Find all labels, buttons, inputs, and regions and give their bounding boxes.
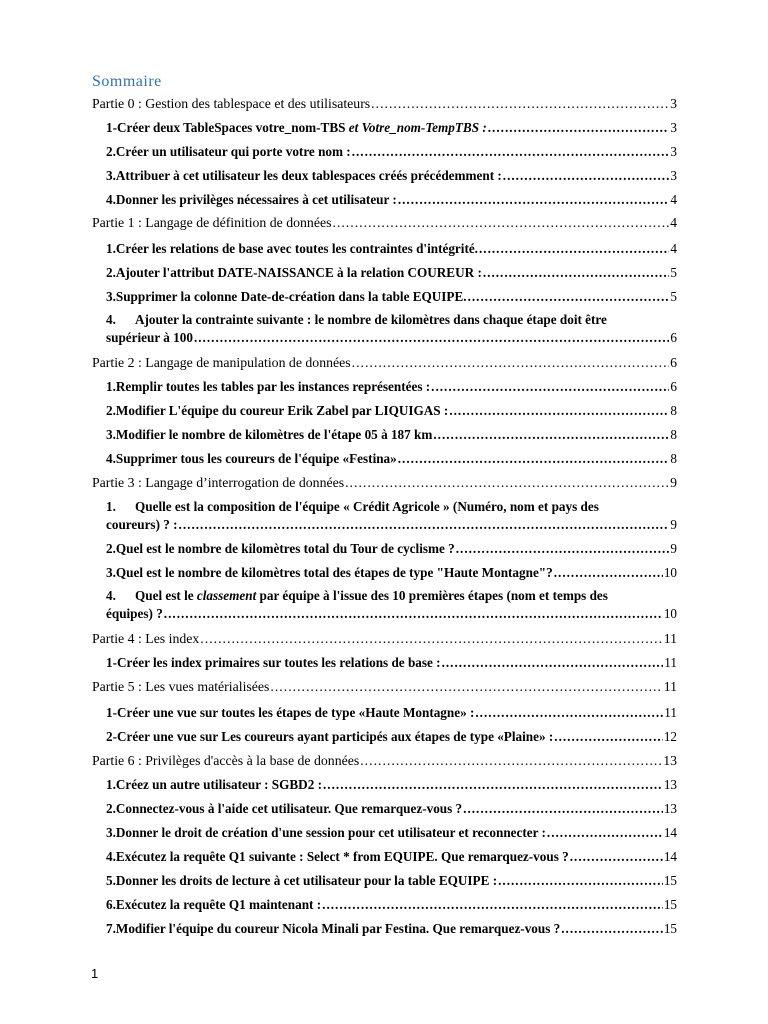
toc-title: Sommaire	[92, 73, 162, 90]
toc-part-2[interactable]: Partie 2 : Langage de manipulation de données ..... 6	[92, 355, 677, 371]
toc-item[interactable]: 2. Quel est le nombre de kilomètres total du Tour de cyclisme ? ..... 9	[106, 541, 677, 557]
toc-item[interactable]: 4. Exécutez la requête Q1 suivante : Select * from EQUIPE. Que remarquez-vous ? ..... 14	[106, 849, 677, 865]
toc-item[interactable]: 3. Attribuer à cet utilisateur les deux tablespaces créés précédemment : ..... 3	[106, 168, 677, 184]
toc-item-wrapped[interactable]: 4. Ajouter la contrainte suivante : le nombre de kilomètres dans chaque étape doit être supérieur à 100 ..... 6	[106, 311, 677, 347]
toc-item[interactable]: 1. Remplir toutes les tables par les instances représentées : ..... 6	[106, 379, 677, 395]
toc-part-3[interactable]: Partie 3 : Langage d’interrogation de données ..... 9	[92, 475, 677, 491]
toc-item[interactable]: 4. Donner les privilèges nécessaires à cet utilisateur : ..... 4	[106, 192, 677, 208]
toc-item[interactable]: 3. Modifier le nombre de kilomètres de l'étape 05 à 187 km ..... 8	[106, 427, 677, 443]
toc-item[interactable]: 4. Supprimer tous les coureurs de l'équipe «Festina» ..... 8	[106, 451, 677, 467]
toc-item[interactable]: 2. Connectez-vous à l'aide cet utilisateur. Que remarquez-vous ? ..... 13	[106, 801, 677, 817]
toc-item-wrapped[interactable]: 4. Quel est le classement par équipe à l'issue des 10 premières étapes (nom et temps des équipes) ? ..... 10	[106, 587, 677, 623]
toc-part-1[interactable]: Partie 1 : Langage de définition de données ..... 4	[92, 215, 677, 231]
toc-item[interactable]: 1. Créer les relations de base avec toutes les contraintes d'intégrité. ..... 4	[106, 241, 677, 257]
toc-item[interactable]: 3. Donner le droit de création d'une session pour cet utilisateur et reconnecter : ..... 14	[106, 825, 677, 841]
toc-item[interactable]: 2. Ajouter l'attribut DATE-NAISSANCE à la relation COUREUR : ..... 5	[106, 265, 677, 281]
toc-item[interactable]: 1. Créez un autre utilisateur : SGBD2 : ..... 13	[106, 777, 677, 793]
toc-item[interactable]: 6. Exécutez la requête Q1 maintenant : ..... 15	[106, 897, 677, 913]
toc-item[interactable]: 1- Créer une vue sur toutes les étapes de type «Haute Montagne» : ..... 11	[106, 705, 677, 721]
toc-item[interactable]: 7. Modifier l'équipe du coureur Nicola Minali par Festina. Que remarquez-vous ? ..... 15	[106, 921, 677, 937]
toc-item[interactable]: 1- Créer les index primaires sur toutes les relations de base : ..... 11	[106, 655, 677, 671]
toc-item[interactable]: 3. Supprimer la colonne Date-de-création dans la table EQUIPE. ..... 5	[106, 289, 677, 305]
toc-item[interactable]: 1- Créer deux TableSpaces votre_nom-TBS et Votre_nom-TempTBS : ..... 3	[106, 120, 677, 136]
toc-part-5[interactable]: Partie 5 : Les vues matérialisées ..... 11	[92, 679, 677, 695]
toc-part-6[interactable]: Partie 6 : Privilèges d'accès à la base de données ..... 13	[92, 753, 677, 769]
toc-item-wrapped[interactable]: 1. Quelle est la composition de l'équipe « Crédit Agricole » (Numéro, nom et pays des coureurs) ? : ..... 9	[106, 498, 677, 534]
toc-part-4[interactable]: Partie 4 : Les index ..... 11	[92, 631, 677, 647]
toc-item[interactable]: 3. Quel est le nombre de kilomètres total des étapes de type "Haute Montagne"? ..... 10	[106, 565, 677, 581]
toc-item[interactable]: 2- Créer une vue sur Les coureurs ayant participés aux étapes de type «Plaine» : ..... 12	[106, 729, 677, 745]
toc-item[interactable]: 2. Créer un utilisateur qui porte votre nom : ..... 3	[106, 144, 677, 160]
footer-page-number: 1	[91, 966, 99, 981]
toc-item[interactable]: 2. Modifier L'équipe du coureur Erik Zabel par LIQUIGAS : ..... 8	[106, 403, 677, 419]
toc-item[interactable]: 5. Donner les droits de lecture à cet utilisateur pour la table EQUIPE : ..... 15	[106, 873, 677, 889]
toc-part-0[interactable]: Partie 0 : Gestion des tablespace et des utilisateurs ..... 3	[92, 96, 677, 112]
